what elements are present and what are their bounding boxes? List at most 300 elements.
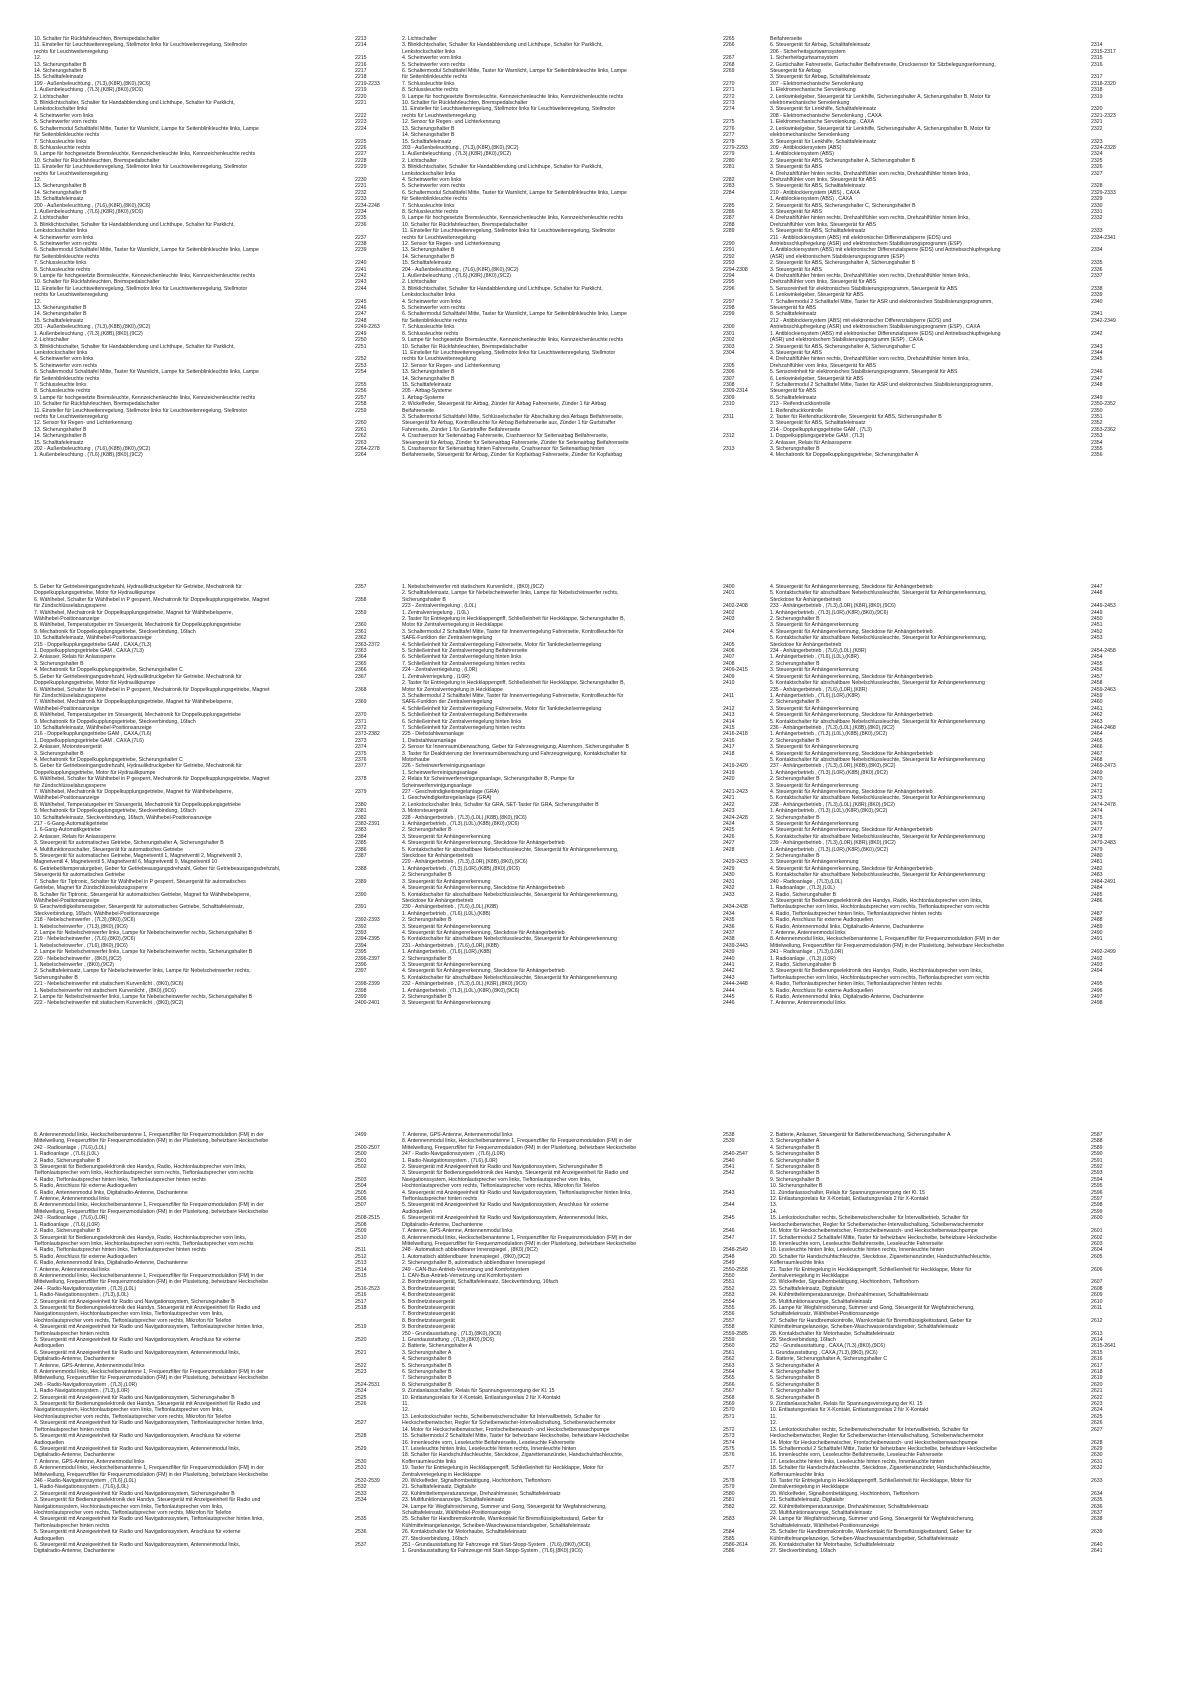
entry-text: 13. Sicherungshalter B bbox=[402, 369, 455, 376]
entry-text: 18. Innenleuchte vorn, Leseleuchte Beifahrerseite, Leseleuchte Fahrerseite bbox=[770, 1240, 943, 1247]
entry-text: 8. Schalter für Tiptronic, Steuergerät für automatisches Getriebe, Magnet für Wählhebelsperre, bbox=[34, 891, 251, 898]
entry-page: 2297 bbox=[723, 298, 735, 305]
entry-page: 2384 bbox=[355, 833, 367, 840]
entry-text: 11. Einsteller für Leuchtweitenregelung, Stellmotor links für Leuchtweitenregelung, Stellmotor bbox=[402, 106, 616, 113]
entry-page: 2351 bbox=[1091, 413, 1103, 420]
entry-page: 2321-2323 bbox=[1091, 112, 1116, 119]
entry-text: 14. Motor für Heckscheibenwischer, Frontscheibenwasch- und Heckscheibenwaschpumpe bbox=[770, 1439, 978, 1446]
entry-page: 2452 bbox=[1091, 628, 1103, 635]
entry-text: 5. Sicherungshalter B bbox=[770, 1375, 820, 1382]
entry-text: Hochtonlautsprecher vorn rechts, Tieftonlautsprecher vorn rechts, Mikrofon für Telefon bbox=[402, 1183, 600, 1190]
entry-text: Schalttafeleinsatz, Wählhebel-Positionsanzeige bbox=[402, 1509, 512, 1516]
entry-text: 7. Schalter für Tiptronic, Schalter für Wählhebel in P gesperrt, Steuergerät für automatisches bbox=[34, 878, 246, 885]
entry-page: 2526 bbox=[355, 1401, 367, 1408]
entry-page: 2369 bbox=[355, 699, 367, 706]
entry-text: 16. Innenleuchte vorn, Leseleuchte Beifahrerseite, Leseleuchte Fahrerseite bbox=[770, 1452, 943, 1459]
entry-page: 2244 bbox=[355, 285, 367, 292]
entry-page: 2373-2382 bbox=[355, 731, 380, 738]
entry-page: 2547 bbox=[723, 1234, 735, 1241]
entry-page: 2518 bbox=[355, 1304, 367, 1311]
entry-text: 1. Anhängerbetrieb , (7L3),(L0R),(K8B),(8K0),(9C6) bbox=[402, 865, 520, 872]
entry-page: 2463 bbox=[1091, 718, 1103, 725]
entry-text: 8. Sicherungshalter B bbox=[770, 1170, 820, 1177]
entry-page: 2593 bbox=[1091, 1170, 1103, 1177]
entry-page: 2461 bbox=[1091, 705, 1103, 712]
entry-page: 2457 bbox=[1091, 673, 1103, 680]
entry-page: 2372 bbox=[355, 724, 367, 731]
entry-text: Doppelkupplungsgetriebe, Motor für Hydraulikpumpe bbox=[34, 769, 156, 776]
entry-page: 2525 bbox=[355, 1394, 367, 1401]
entry-text: 1. Diebstahlwarnanlage bbox=[402, 737, 457, 744]
entry-page: 2318-2320 bbox=[1091, 80, 1116, 87]
entry-text: 208 - Elektromechanische Servolenkung , CAXA bbox=[770, 112, 882, 119]
entry-page: 2324 bbox=[1091, 151, 1103, 158]
entry-text: 2. Sicherungshalter B bbox=[402, 827, 452, 834]
entry-text: 2. Lichtschalter bbox=[402, 279, 437, 286]
entry-text: 9. Lampe für hochgesetzte Bremsleuchte, Kennzeichenleuchte links, Kennzeichenleuchte rechts bbox=[34, 151, 256, 158]
entry-text: 7. Schaltermodul 2 Schalttafel Mitte, Taster für ASR und elektronisches Stabilisierungsprogramm, bbox=[770, 298, 993, 305]
entry-page: 2523 bbox=[355, 1369, 367, 1376]
entry-text: 2. Sicherungshalter B bbox=[770, 853, 820, 860]
entry-text: 1. Zentralverriegelung , (L0L) bbox=[402, 609, 469, 616]
entry-text: Schalttafeleinsatz, Wählhebel-Positionsanzeige bbox=[770, 1522, 880, 1529]
entry-page: 2329 bbox=[1091, 196, 1103, 203]
entry-text: 2. Batterie, Sicherungshalter A, Sicherungshalter C bbox=[770, 1356, 888, 1363]
entry-page: 2578 bbox=[723, 1477, 735, 1484]
entry-text: 7. Antenne, GPS-Antenne, Antennenmodul links bbox=[34, 1458, 145, 1465]
entry-page: 2245 bbox=[355, 298, 367, 305]
entry-text: 200 - Außenbeleuchtung , (7L6),(K8R),(8K0),(9C6) bbox=[34, 202, 151, 209]
entry-text: 4. Sicherungshalter B bbox=[770, 1369, 820, 1376]
entry-page: 2389 bbox=[355, 878, 367, 885]
entry-text: rechts für Leuchtweitenregelung bbox=[402, 234, 476, 241]
entry-page: 2622 bbox=[1091, 1394, 1103, 1401]
entry-text: Drehzahlfühler vorn links, Steuergerät für ABS bbox=[770, 221, 877, 228]
entry-page: 2431 bbox=[723, 878, 735, 885]
entry-text: 10. Entlastungsrelais für X-Kontakt, Entlastungsrelais 2 für X-Kontakt bbox=[402, 1394, 561, 1401]
entry-page: 2558 bbox=[723, 1324, 735, 1331]
entry-text: 1. Anhängerbetrieb , (7L3),(L0L),(K8B),(8K0),(9C6) bbox=[402, 821, 520, 828]
entry-page: 2601 bbox=[1091, 1228, 1103, 1235]
entry-text: 238 - Anhängerbetrieb , (7L3),(L0L),(K8R),(8K0),(9C2) bbox=[770, 801, 895, 808]
entry-page: 2228 bbox=[355, 157, 367, 164]
entry-page: 2585 bbox=[723, 1535, 735, 1542]
entry-page: 2583 bbox=[723, 1516, 735, 1523]
entry-text: Wählhebel-Positionsanzeige bbox=[34, 897, 100, 904]
entry-page: 2264-2278 bbox=[355, 446, 380, 452]
entry-text: Kühlmittelmangelanzeige, Scheiben-Waschwasserstandsgeber, Schalttafeleinsatz bbox=[770, 1535, 959, 1542]
entry-text: 10. Sicherungshalter B bbox=[770, 1183, 823, 1190]
entry-text: 6. Steuergerät mit Anzeigeeinheit für Radio und Navigationssystem, Antennenmodul links, bbox=[34, 1445, 241, 1452]
entry-text: 5. Kontaktschalter für abschaltbare Nebelschlussleuchte, Steuergerät für Anhängererkennung bbox=[770, 756, 985, 763]
entry-text: 8. Schalttafeleinsatz bbox=[770, 394, 817, 401]
entry-text: Lenkstockschalter links bbox=[34, 106, 88, 113]
entry-text: 7. Schließeinheit für Zentralverriegelung hinten rechts bbox=[402, 660, 526, 667]
entry-text: 1. Außenbeleuchtung , (7L3),(K8R),(8K0),(9C2) bbox=[402, 151, 511, 158]
entry-text: 4. Steuergerät mit Anzeigeeinheit für Radio und Navigationssystem, Tieftonlautsprecher hinten links, bbox=[402, 1189, 632, 1196]
entry-page: 2459 bbox=[1091, 692, 1103, 699]
entry-text: 1. Nebelscheinwerfer mit statischem Kurvenlicht , (8K0),(9C2) bbox=[402, 584, 544, 590]
entry-page: 2216 bbox=[355, 61, 367, 68]
entry-page: 2540 bbox=[723, 1157, 735, 1164]
entry-text: Beifahrerseite bbox=[770, 36, 803, 42]
entry-page: 2492-2499 bbox=[1091, 949, 1116, 956]
entry-text: 1. Radio-Navigationssystem , (7L6),(L0R) bbox=[402, 1157, 498, 1164]
entry-text: 4. Bordnetzsteuergerät bbox=[402, 1292, 455, 1299]
entry-text: Digitalradio-Antenne, Dachantenne bbox=[402, 1221, 483, 1228]
entry-text: Mittelwellung, Frequenzfilter für Frequenzmodulation (FM) in der Plusleitung, beheizbare Heckscheibe bbox=[34, 1375, 269, 1382]
entry-page: 2385 bbox=[355, 840, 367, 847]
entry-page: 2422 bbox=[723, 801, 735, 808]
entry-text: 3. Steuergerät für Anhängererkennung bbox=[770, 782, 859, 789]
entry-text: 3. Steuergerät für ABS bbox=[770, 266, 822, 273]
entry-page: 2409-2415 bbox=[723, 667, 748, 674]
entry-page: 2603 bbox=[1091, 1240, 1103, 1247]
entry-text: 3. Steuergerät für Anhängererkennung bbox=[402, 878, 491, 885]
entry-page: 2550 bbox=[723, 1272, 735, 1279]
entry-page: 2460 bbox=[1091, 699, 1103, 706]
entry-page: 2236 bbox=[355, 221, 367, 228]
entry-page: 2264 bbox=[355, 452, 367, 459]
entry-text: 1. Airbag-Systeme bbox=[402, 394, 445, 401]
entry-text: 220 - Nebelscheinwerfer , (8K0),(9C2) bbox=[34, 955, 122, 962]
entry-page: 2581 bbox=[723, 1497, 735, 1504]
entry-text: 6. Schaltermodul Schalttafel Mitte, Taster für Warnlicht, Lampe für Seitenblinkleuchte links, Lampe bbox=[34, 247, 259, 254]
entry-text: Lenkstockschalter links bbox=[34, 228, 88, 235]
entry-page: 2424-2428 bbox=[723, 814, 748, 821]
entry-text: rechts für Leuchtweitenregelung bbox=[34, 48, 108, 55]
entry-page: 2576 bbox=[723, 1452, 735, 1459]
entry-text: 26. Lampe für Wegfahrsicherung, Summer und Gong, Steuergerät für Wegfahrsicherung, bbox=[770, 1304, 975, 1311]
entry-page: 2479 bbox=[1091, 846, 1103, 853]
entry-text: 249 - CAN-Bus-Antrieb-Vernetzung und Komfortsystem bbox=[402, 1266, 530, 1273]
entry-page: 2567 bbox=[723, 1388, 735, 1395]
entry-text: Drehzahlfühler vorn links, Steuergerät für ABS bbox=[770, 362, 877, 369]
entry-text: 3. Bordnetzsteuergerät bbox=[402, 1285, 455, 1292]
entry-page: 2303 bbox=[723, 343, 735, 350]
entry-text: 221 - Nebelscheinwerfer mit statischem Kurvenlicht , (8K0),(9C6) bbox=[34, 981, 184, 988]
entry-text: 4. Steuergerät für Anhängererkennung, Steckdose für Anhängerbetrieb bbox=[770, 750, 933, 757]
entry-text: 3. Blinklichtschalter, Schalter für Handabblendung und Lichthupe, Schalter für Parklicht, bbox=[34, 343, 235, 350]
entry-text: 1. Radioanlage , (7L3),(L0R) bbox=[770, 955, 836, 962]
entry-text: 3. Blinklichtschalter, Schalter für Handabblendung und Lichthupe, Schalter für Parklicht, bbox=[402, 164, 603, 171]
entry-text: 5. Steuergerät für automatisches Getriebe, Magnetventil 1, Magnetventil 2, Magnetventil 3, bbox=[34, 853, 242, 860]
entry-text: 5. Schließeinheit für Zentralverriegelung Beifahrerseite bbox=[402, 712, 528, 719]
entry-page: 2536 bbox=[355, 1529, 367, 1536]
entry-text: 8. Antennenmodul links, Heckscheibenantenne 1, Frequenzfilter für Frequenzmodulation (FM) in der bbox=[34, 1202, 264, 1209]
entry-text: 1. Grundausstattung für Fahrzeuge mit Start-Stopp-System , (7L6),(8K0),(9C6) bbox=[402, 1548, 583, 1555]
entry-text: 229 - Anhängerbetrieb , (7L3),(L0R),(K8B),(8K0),(9C6) bbox=[402, 859, 528, 866]
entry-text: Kofferraumleuchte links bbox=[402, 1458, 457, 1465]
entry-page: 2332 bbox=[1091, 215, 1103, 222]
entry-page: 2524 bbox=[355, 1388, 367, 1395]
entry-text: 14. Sicherungshalter B bbox=[34, 189, 87, 196]
entry-text: 5. Kontaktschalter für abschaltbare Nebelschlussleuchte, Steuergerät für Anhängererkennung bbox=[770, 718, 985, 725]
entry-page: 2363 bbox=[355, 648, 367, 655]
entry-text: 5. Crashsensor für Seitenairbag hinten Fahrerseite, Crashsensor für Seitenairbag hinten bbox=[402, 446, 605, 452]
entry-page: 2358 bbox=[355, 596, 367, 603]
entry-text: 12. bbox=[34, 298, 42, 305]
entry-text: 13. Sicherungshalter B bbox=[402, 125, 455, 132]
entry-text: 2. Radio, Sicherungshalter B bbox=[34, 1157, 101, 1164]
entry-page: 2616 bbox=[1091, 1356, 1103, 1363]
entry-text: 23. Multifunktionsanzeige, Schalttafeleinsatz bbox=[770, 1509, 873, 1516]
entry-text: 2. Bordnetzsteuergerät, Schalttafeleinsatz, Steckverbindung, 16fach bbox=[402, 1279, 559, 1286]
entry-text: 1. Anhängerbetrieb , (7L6),(L0L),(K8R) bbox=[770, 654, 859, 661]
entry-text: 3. Steuergerät für Airbag, Schalttafeleinsatz bbox=[770, 74, 871, 81]
entry-text: 1. Doppelkupplungsgetriebe GAM , (7L3) bbox=[770, 433, 865, 440]
entry-text: für Seitenblinkleuchte rechts bbox=[34, 253, 100, 260]
entry-page: 2295 bbox=[723, 279, 735, 286]
entry-page: 2396 bbox=[355, 961, 367, 968]
entry-page: 2579 bbox=[723, 1484, 735, 1491]
entry-text: 215 - Doppelkupplungsgetriebe GAM , CAXA,(7L3) bbox=[34, 641, 152, 648]
entry-page: 2423 bbox=[723, 808, 735, 815]
entry-page: 2350-2352 bbox=[1091, 401, 1116, 408]
entry-text: 2. Lenkwinkelgeber, Steuergerät für Lenkhilfe, Sicherungshalter A, Sicherungshalter B, Motor für bbox=[770, 93, 991, 100]
entry-text: 4. Scheinwerfer vorn links bbox=[402, 176, 462, 183]
entry-text: 3. Sicherungshalter A bbox=[402, 1349, 452, 1356]
entry-text: 2. Sicherungshalter B bbox=[402, 872, 452, 879]
entry-page: 2275 bbox=[723, 119, 735, 126]
entry-page: 2409 bbox=[723, 673, 735, 680]
entry-text: 7. Sicherungshalter B bbox=[770, 1388, 820, 1395]
entry-text: Beifahrerseite bbox=[402, 407, 435, 414]
index-entry bbox=[402, 1548, 757, 1554]
entry-text: Lenkstockschalter links bbox=[34, 349, 88, 356]
entry-text: 9. Mechatronik für Doppelkupplungsgetriebe, Steckverbindung, 16fach bbox=[34, 718, 196, 725]
entry-text: 202 - Außenbeleuchtung , (7L6),(K8B),(8K0),(9C2) bbox=[34, 446, 151, 452]
entry-text: 14. Sicherungshalter B bbox=[34, 433, 87, 440]
entry-text: 3. Steuergerät für Anhängererkennung bbox=[402, 833, 491, 840]
entry-page: 2314 bbox=[1091, 42, 1103, 49]
entry-text: 240 - Radioanlage , (7L3),(L0L) bbox=[770, 878, 843, 885]
entry-text: 199 - Außenbeleuchtung , (7L3),(K8R),(8K0),(9C6) bbox=[34, 80, 151, 87]
entry-text: 201 - Außenbeleuchtung , (7L3),(K8B),(8K0),(9C2) bbox=[34, 324, 151, 331]
entry-text: 2. Anlasser, Relais für Anlasssperre bbox=[770, 439, 852, 446]
entry-page: 2266 bbox=[723, 42, 735, 49]
entry-page: 2611 bbox=[1091, 1304, 1103, 1311]
entry-page: 2505 bbox=[355, 1189, 367, 1196]
entry-text: 2. Taster für Entriegelung in Heckklappengriff, Schließeinheit für Heckklappe, Sicherungshalter B, bbox=[402, 680, 625, 687]
entry-page: 2442 bbox=[723, 968, 735, 975]
entry-page: 2338 bbox=[1091, 285, 1103, 292]
entry-text: 7. Wählhebel, Mechatronik für Doppelkupplungsgetriebe, Magnet für Wählhebelsperre, bbox=[34, 609, 233, 616]
entry-page: 2248 bbox=[355, 317, 367, 324]
entry-page: 2515 bbox=[355, 1272, 367, 1279]
entry-text: 1. Automatisch abblendbarer Innenspiegel , (8K0),(9C2) bbox=[402, 1253, 531, 1260]
entry-text: 7. Schlussleuchte links bbox=[34, 381, 87, 388]
entry-text: 10. Schalttafeleinsatz, Steckverbindung, 16fach, Wählhebel-Positionsanzeige bbox=[34, 814, 212, 821]
entry-page: 2302 bbox=[723, 337, 735, 344]
entry-text: Mittelwellung, Frequenzfilter für Frequenzmodulation (FM) in der Plusleitung, beheizbare Heckscheibe bbox=[34, 1138, 269, 1145]
entry-text: 6. Sicherungshalter B bbox=[770, 1381, 820, 1388]
entry-page: 2632 bbox=[1091, 1465, 1103, 1472]
entry-page: 2450 bbox=[1091, 616, 1103, 623]
entry-text: Hochtonlautsprecher vorn rechts, Tieftonlautsprecher vorn rechts, Mikrofon für Telefon bbox=[34, 1509, 232, 1516]
entry-page: 2521 bbox=[355, 1349, 367, 1356]
entry-text: 13. Sicherungshalter B bbox=[34, 305, 87, 312]
entry-page: 2508 bbox=[355, 1221, 367, 1228]
entry-page: 2299 bbox=[723, 311, 735, 318]
entry-text: 14. Sicherungshalter B bbox=[34, 68, 87, 75]
entry-text: 8. Schalttafeleinsatz bbox=[770, 311, 817, 318]
entry-page: 2484 bbox=[1091, 885, 1103, 892]
entry-text: 217 - 6-Gang-Automatikgetriebe bbox=[34, 821, 109, 828]
entry-page: 2373 bbox=[355, 737, 367, 744]
entry-page: 2294 bbox=[723, 273, 735, 280]
entry-text: 8. Wählhebel, Temperaturgeber im Steuergerät, Mechatronik für Doppelkupplungsgetriebe bbox=[34, 801, 241, 808]
entry-text: 3. Steuergerät für Bedienungselektronik des Handys, Steuergerät mit Anzeigeeinheit für Radio und bbox=[34, 1304, 261, 1311]
entry-text: 11. bbox=[402, 1401, 409, 1408]
entry-text: 7. Schlussleuchte links bbox=[402, 80, 455, 87]
entry-page: 2319 bbox=[1091, 93, 1103, 100]
entry-page: 2246 bbox=[355, 305, 367, 312]
entry-text: 230 - Anhängerbetrieb , (7L6),(L0L),(K8B) bbox=[402, 904, 499, 911]
entry-text: 250 - Grundausstattung , (7L3),(8K0),(9C6) bbox=[402, 1330, 502, 1337]
entry-page: 2231 bbox=[355, 183, 367, 190]
entry-page: 2637 bbox=[1091, 1509, 1103, 1516]
entry-text: 7. Antenne, Antennenmodul links bbox=[770, 1000, 846, 1007]
entry-page: 2641 bbox=[1091, 1548, 1103, 1555]
entry-text: 228 - Anhängerbetrieb , (7L3),(L0L),(K8B),(8K0),(9C6) bbox=[402, 814, 527, 821]
entry-text: 24. Lampe für Wegfahrsicherung, Summer und Gong, Steuergerät für Wegfahrsicherung, bbox=[770, 1516, 975, 1523]
entry-page: 2626 bbox=[1091, 1420, 1103, 1427]
entry-text: 235 - Anhängerbetrieb , (7L6),(L0R),(K8R) bbox=[770, 686, 868, 693]
entry-text: 4. Steuergerät mit Anzeigeeinheit für Radio und Navigationssystem, Tieftonlautsprecher hinten links, bbox=[34, 1324, 264, 1331]
entry-text: 9. Geschwindigkeitsmessgeber, Steuergerät für automatisches Getriebe, Schalttafeleinsatz, bbox=[34, 904, 245, 911]
entry-page: 2559 bbox=[723, 1337, 735, 1343]
entry-text: für Seitenblinkleuchte rechts bbox=[402, 317, 468, 324]
entry-text: 6. Schaltermodul Schalttafel Mitte, Taster für Warnlicht, Lampe für Seitenblinkleuchte links, Lampe bbox=[402, 311, 627, 318]
entry-page: 2599 bbox=[1091, 1208, 1103, 1215]
entry-text: 2. Steuergerät mit Anzeigeeinheit für Radio und Navigationssystem, Sicherungshalter B bbox=[34, 1490, 235, 1497]
entry-text: 1. Grundausstattung , CAXA,(7L3),(8K0),(9C6) bbox=[770, 1349, 878, 1356]
entry-text: 11. Zündanlassschalter, Relais für Spannungsversorgung der Kl. 15 bbox=[770, 1189, 926, 1196]
entry-text: für Seitenblinkleuchte rechts bbox=[34, 132, 100, 139]
entry-text: Mittelwellung, Frequenzfilter für Frequenzmodulation (FM) in der Plusleitung, beheizbare Heckscheibe bbox=[34, 1471, 269, 1478]
entry-text: 7. Bordnetzsteuergerät bbox=[402, 1311, 455, 1318]
entry-text: 4. Drehzahlfühler hinten rechts, Drehzahlfühler vorn rechts, Drehzahlfühler hinten links, bbox=[770, 215, 970, 222]
entry-page: 2425 bbox=[723, 827, 735, 834]
entry-page: 2502 bbox=[355, 1164, 367, 1171]
entry-text: Steuergerät für ABS bbox=[770, 305, 817, 312]
entry-page: 2500-2507 bbox=[355, 1144, 380, 1151]
entry-text: 6. Wählhebel, Schalter für Wählhebel in P gesperrt, Mechatronik für Doppelkupplungsgetriebe, Magnet bbox=[34, 776, 270, 783]
entry-page: 2227 bbox=[355, 151, 367, 158]
entry-text: 5. Kontaktschalter für abschaltbare Nebelschlussleuchte, Steuergerät für Anhängererkennung bbox=[770, 833, 985, 840]
entry-page: 2555 bbox=[723, 1304, 735, 1311]
entry-page: 2349 bbox=[1091, 394, 1103, 401]
entry-page: 2561 bbox=[723, 1349, 735, 1356]
entry-text: 9. Lampe für hochgesetzte Bremsleuchte, Kennzeichenleuchte links, Kennzeichenleuchte rechts bbox=[34, 394, 256, 401]
entry-page: 2541 bbox=[723, 1164, 735, 1171]
entry-page: 2222 bbox=[355, 112, 367, 119]
index-column bbox=[770, 1132, 1125, 1555]
entry-text: Mittelwellung, Frequenzfilter für Frequenzmodulation (FM) in der Plusleitung, beheizbare Heckscheibe bbox=[34, 1208, 269, 1215]
entry-page: 2639 bbox=[1091, 1529, 1103, 1536]
entry-page: 2498 bbox=[1091, 1000, 1103, 1007]
entry-page: 2336 bbox=[1091, 266, 1103, 273]
entry-text: 15. Schalttafeleinsatz bbox=[34, 74, 84, 81]
entry-page: 2298 bbox=[723, 305, 735, 312]
entry-page: 2293 bbox=[723, 260, 735, 267]
entry-page: 2434 bbox=[723, 910, 735, 917]
index-column bbox=[402, 584, 757, 1007]
entry-page: 2436 bbox=[723, 923, 735, 930]
entry-page: 2408 bbox=[723, 660, 735, 667]
entry-text: 11. Einsteller für Leuchtweitenregelung, Stellmotor links für Leuchtweitenregelung, Stellmotor bbox=[402, 349, 616, 356]
entry-text: Fahrerseite, Zünder 1 für Gurtstraffer Beifahrerseite bbox=[402, 426, 521, 433]
entry-page: 2587 bbox=[1091, 1132, 1103, 1138]
entry-text: 15. Schaltermodul 2 Schalttafel Mitte, Taster für beheizbare Heckscheibe, beheizbare Heckscheibe bbox=[402, 1433, 629, 1440]
entry-text: rechts für Leuchtweitenregelung bbox=[34, 292, 108, 299]
entry-text: 12. Sensor für Regen- und Lichterkennung bbox=[402, 362, 501, 369]
entry-page: 2608 bbox=[1091, 1285, 1103, 1292]
entry-page: 2398-2399 bbox=[355, 981, 380, 988]
entry-text: 5. Radio, Anschluss für externe Audioquellen bbox=[34, 1183, 137, 1190]
entry-text: 9. Zündanlassschalter, Relais für Spannungsversorgung der Kl. 15 bbox=[402, 1388, 555, 1395]
entry-text: Mittelwellung, Frequenzfilter für Frequenzmodulation (FM) in der Plusleitung, beheizbare Heckscheibe bbox=[402, 1144, 637, 1151]
entry-page: 2262 bbox=[355, 433, 367, 440]
entry-text: 1. Anhängerbetrieb , (7L6),(L0R),(K8R) bbox=[770, 692, 860, 699]
entry-text: 14. Sicherungshalter B bbox=[402, 253, 455, 260]
entry-page: 2497 bbox=[1091, 994, 1103, 1000]
entry-text: 4. Radio, Tieftonlautsprecher hinten links, Tieftonlautsprecher hinten rechts bbox=[770, 981, 942, 988]
entry-page: 2400 bbox=[723, 584, 735, 590]
entry-text: 7. Schlussleuchte links bbox=[402, 324, 455, 331]
entry-text: Lenkstockschalter links bbox=[402, 48, 456, 55]
entry-page: 2339 bbox=[1091, 292, 1103, 299]
entry-text: 6. Wählhebel, Schalter für Wählhebel in P gesperrt, Mechatronik für Doppelkupplungsgetriebe, Magnet bbox=[34, 686, 270, 693]
entry-page: 2573 bbox=[723, 1433, 735, 1440]
entry-page: 2493 bbox=[1091, 961, 1103, 968]
entry-text: 237 - Anhängerbetrieb , (7L3),(L0R),(K8B),(8K0),(9C2) bbox=[770, 763, 896, 770]
entry-page: 2254 bbox=[355, 369, 367, 376]
entry-page: 2346 bbox=[1091, 369, 1103, 376]
entry-text: 3. Steuergerät für Anhängererkennung bbox=[402, 923, 491, 930]
entry-text: Mittelwellung, Frequenzfilter für Frequenzmodulation (FM) in der Plusleitung, beheizbare Heckscheibe bbox=[34, 1279, 269, 1286]
entry-text: 1. Elektromechanische Servolenkung bbox=[770, 87, 856, 94]
entry-page: 2508-2515 bbox=[355, 1215, 380, 1222]
entry-text: 3. Steuergerät für Anhängererkennung bbox=[402, 1000, 491, 1007]
entry-page: 2241 bbox=[355, 266, 367, 273]
entry-text: 1. Reifendruckkontrolle bbox=[770, 407, 824, 414]
entry-text: 222 - Nebelscheinwerfer mit statischem Kurvenlicht , (8K0),(9C2) bbox=[34, 1000, 184, 1007]
entry-text: 242 - Radioanlage , (7L6),(L0L) bbox=[34, 1144, 107, 1151]
entry-text: 7. Sicherungshalter B bbox=[770, 1164, 820, 1171]
entry-text: 28. Kontaktschalter für Motorhaube, Schalttafeleinsatz bbox=[770, 1330, 895, 1337]
entry-text: 1. Antiblockiersystem (ABS) , CAXA bbox=[770, 196, 853, 203]
entry-text: 8. Schlussleuchte rechts bbox=[402, 87, 459, 94]
entry-page: 2476 bbox=[1091, 821, 1103, 828]
entry-text: 11. Einsteller für Leuchtweitenregelung, Stellmotor links für Leuchtweitenregelung, Stellmotor bbox=[34, 407, 248, 414]
entry-page: 2415 bbox=[723, 724, 735, 731]
entry-page: 2445 bbox=[723, 994, 735, 1000]
entry-text: 1. Radioanlage , (7L6),(L0L) bbox=[34, 1151, 99, 1158]
entry-text: 3. Steuergerät für Anhängererkennung bbox=[770, 667, 859, 674]
entry-page: 2512 bbox=[355, 1253, 367, 1260]
entry-text: 9. Mechatronik für Doppelkupplungsgetriebe, Steckverbindung, 16fach bbox=[34, 808, 196, 815]
entry-text: 2. Lichtschalter bbox=[34, 93, 69, 100]
entry-page: 2348 bbox=[1091, 381, 1103, 388]
entry-page: 2316 bbox=[1091, 61, 1103, 68]
entry-page: 2516-2523 bbox=[355, 1285, 380, 1292]
entry-text: 25. Schalter für Handbremskontrolle, Warnkontakt für Bremsflüssigkeitsstand, Geber für bbox=[770, 1529, 972, 1536]
entry-text: 7. Schlussleuchte links bbox=[34, 260, 87, 267]
entry-text: 210 - Antiblockiersystem (ABS) , CAXA bbox=[770, 189, 860, 196]
entry-page: 2474-2478 bbox=[1091, 801, 1116, 808]
